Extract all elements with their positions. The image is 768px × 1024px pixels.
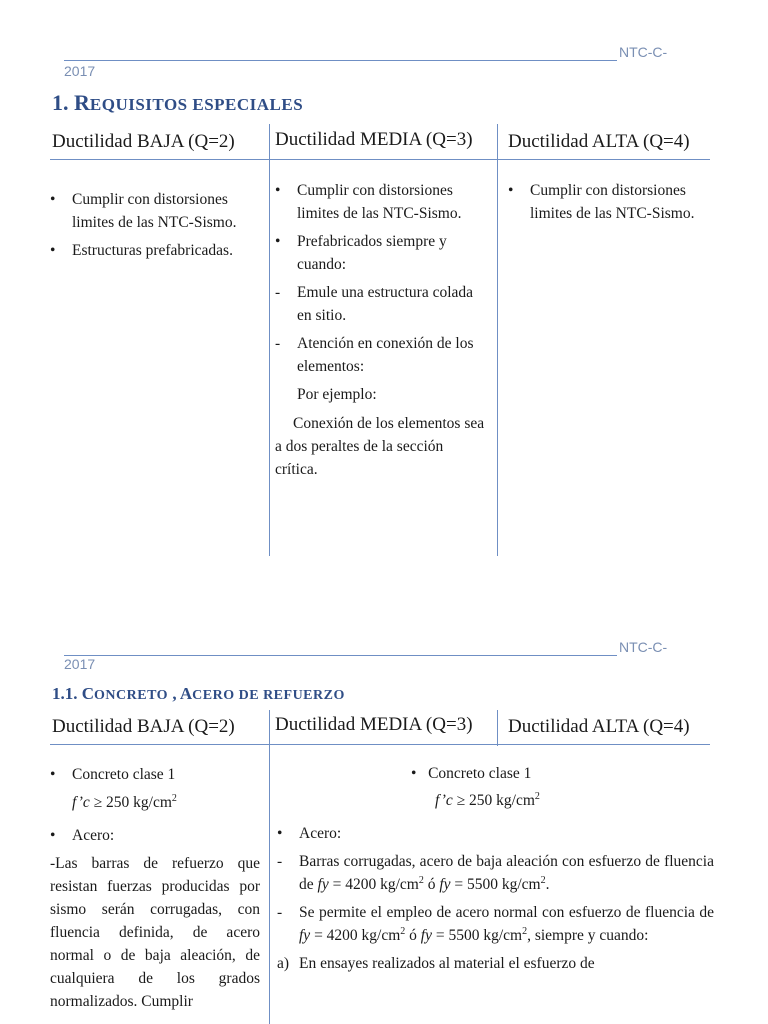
list-item: a) En ensayes realizados al material el esfuerzo de: [277, 955, 595, 972]
column-divider: [497, 710, 498, 746]
baja-steel-text: -Las barras de refuerzo que resistan fuerzas producidas por sismo serán corrugadas, con fluencia definida, de acero normal o de baja aleación, de cualquiera de los grados normalizados. Cumplir: [50, 855, 260, 1010]
header-year: 2017: [64, 656, 96, 672]
list-item: • Cumplir con distorsiones limites de las NTC-Sismo.: [275, 182, 462, 222]
section-subtitle: 1.1. CONCRETO , ACERO DE REFUERZO: [52, 684, 345, 703]
example-note: Conexión de los elementos sea a dos peraltes de la sección crítica.: [275, 415, 485, 478]
media-column-2: [277, 762, 714, 980]
column-divider: [497, 124, 498, 556]
list-item: • Estructuras prefabricadas.: [50, 242, 233, 259]
list-item: • Concreto clase 1: [411, 765, 532, 782]
example-label: Por ejemplo:: [297, 386, 377, 403]
column-header-alta: Ductilidad ALTA (Q=4): [508, 131, 690, 152]
header-tag: NTC-C-: [619, 44, 668, 60]
list-item: • Cumplir con distorsiones limites de las NTC-Sismo.: [50, 191, 237, 231]
list-item: • Concreto clase 1: [50, 766, 176, 783]
baja-column: [50, 188, 246, 267]
column-divider: [269, 710, 270, 1024]
list-item: - Emule una estructura colada en sitio.: [275, 284, 474, 324]
header-year: 2017: [64, 63, 96, 79]
section-title: 1. REQUISITOS ESPECIALES: [52, 90, 304, 115]
table-header-rule: [50, 159, 710, 160]
alta-column: [508, 179, 704, 230]
column-divider: [269, 124, 270, 556]
column-header-baja: Ductilidad BAJA (Q=2): [52, 131, 235, 152]
table-header-rule: [50, 744, 710, 745]
media-column: [275, 179, 488, 481]
column-header-media: Ductilidad MEDIA (Q=3): [275, 129, 473, 150]
column-header-baja: Ductilidad BAJA (Q=2): [52, 716, 235, 737]
list-item: • Prefabricados siempre y cuando:: [275, 233, 447, 273]
list-item: • Acero:: [50, 827, 115, 844]
list-item: • Acero:: [277, 825, 342, 842]
list-item: - Se permite el empleo de acero normal con esfuerzo de fluencia de fy = 4200 $kg/cm^2$ ó fy = 5500 $kg/cm^2$, siempre y cuando:: [277, 904, 714, 944]
concrete-strength: f’c ≥ 250 $kg/cm^2$: [435, 790, 540, 809]
header-tag: NTC-C-: [619, 639, 668, 655]
list-item: - Atención en conexión de los elementos:: [275, 335, 474, 375]
list-item: • Cumplir con distorsiones limites de las NTC-Sismo.: [508, 182, 695, 222]
column-header-alta: Ductilidad ALTA (Q=4): [508, 716, 690, 737]
list-item: - Barras corrugadas, acero de baja aleación con esfuerzo de fluencia de fy = 4200 $kg/cm^2$ ó fy = 5500 $kg/cm^2$.: [277, 853, 714, 893]
concrete-strength: f’c ≥ 250 $kg/cm^2$: [72, 792, 177, 811]
header-rule: [64, 655, 617, 656]
baja-column-2: [50, 763, 260, 1013]
column-header-media: Ductilidad MEDIA (Q=3): [275, 714, 473, 735]
header-rule: [64, 60, 617, 61]
